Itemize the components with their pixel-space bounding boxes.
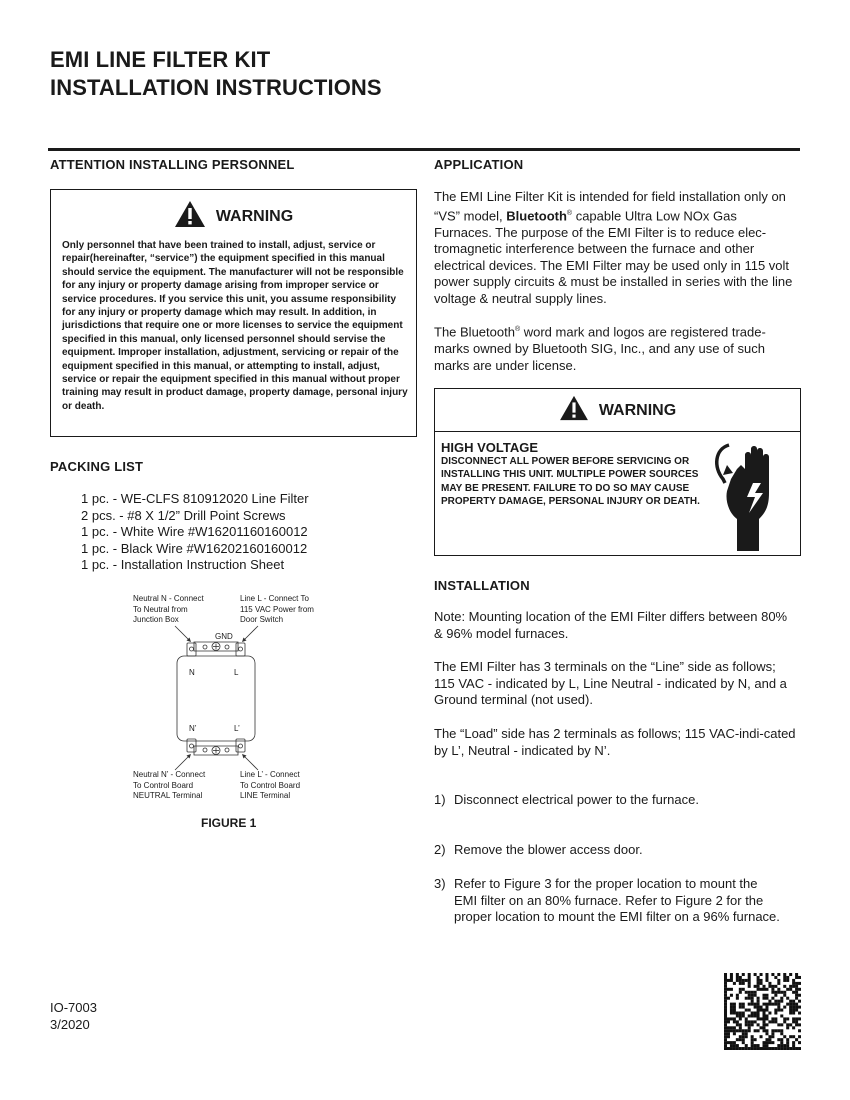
step-3	[434, 876, 784, 926]
application-paragraph-1: The EMI Line Filter Kit is intended for field installation only on “VS” model, Bluetooth® capable Ultra Low NOx Gas Furnaces. The purpose of the EMI Filter is to reduce elec-tromagnetic interference between the furnace and other electrical devices. The EMI Filter may be used only in 115 volt power supply circuits & must be installed in series with the line voltage & neutral supply lines.	[434, 189, 793, 306]
terminal-n-prime-label: N’	[189, 724, 197, 733]
warning-label: WARNING	[215, 207, 294, 225]
step-text: Refer to Figure 3 for the proper location to mount the EMI filter on an 80% furnace. Refer to Figure 2 for the proper location to mount the EMI filter on a 96% furnace.	[454, 876, 780, 925]
registered-mark: ®	[514, 326, 521, 333]
figure-label-line-l: Line L - Connect To 115 VAC Power from Door Switch	[240, 594, 314, 624]
figure-caption: FIGURE 1	[201, 816, 257, 830]
step-text: Disconnect electrical power to the furnace.	[454, 792, 699, 807]
high-voltage-text: DISCONNECT ALL POWER BEFORE SERVICING OR INSTALLING THIS UNIT. MULTIPLE POWER SOURCES MAY BE PRESENT. FAILURE TO DO SO MAY CAUSE PROPERTY DAMAGE, PERSONAL INJURY OR DEATH.	[441, 456, 700, 508]
data-matrix-code	[724, 973, 801, 1050]
warning-triangle-icon	[559, 395, 589, 426]
warning-header	[435, 396, 800, 425]
packing-item: 1 pc. - Black Wire #W16202160160012	[81, 540, 308, 556]
installation-note: Note: Mounting location of the EMI Filter differs between 80% & 96% model furnaces.	[434, 609, 788, 641]
installation-load-terminals: The “Load” side has 2 terminals as follows; 115 VAC-indi-cated by L’, Neutral - indicated by N’.	[434, 726, 796, 758]
warning-label: WARNING	[598, 401, 677, 419]
warning-box-personnel	[50, 189, 417, 437]
high-voltage-hand-icon	[711, 435, 791, 558]
figure-label-neutral-n-prime: Neutral N’ - Connect To Control Board NEUTRAL Terminal	[133, 770, 206, 800]
packing-list	[81, 491, 309, 574]
step-number: 1)	[434, 792, 446, 807]
step-number: 3)	[434, 876, 446, 891]
step-1	[434, 792, 796, 809]
warning-text: Only personnel that have been trained to install, adjust, service or repair(hereinafter, “service”) the equipment specified in this manual should service the equipment. The manufacturer will not be responsible for any injury or property damage arising from improper service or service procedures. If you service this unit, you assume responsibility for any injury or property damage which may result. In addition, in jurisdictions that require one or more licenses to service the equipment specified in this manual, only licensed personnel should servise the equipment. Improper installation, adjustment, servicing or repair of the equipment specified in this manual, or attempting to install, adjust, service or repair the equipment specified in this manual without proper training may result in product damage, property damage, personal injury or death.	[62, 240, 408, 412]
title-line-1: EMI LINE FILTER KIT	[50, 47, 271, 72]
application-heading: APPLICATION	[434, 157, 524, 172]
gnd-label: GND	[215, 632, 233, 641]
step-number: 2)	[434, 842, 446, 857]
application-paragraph-2: The Bluetooth® word mark and logos are registered trade-marks owned by Bluetooth SIG, Inc., and any use of such marks are under license.	[434, 324, 766, 373]
packing-item: 1 pc. - White Wire #W16201160160012	[81, 524, 308, 539]
bluetooth-bold: Bluetooth	[506, 207, 567, 223]
packing-item: 1 pc. - Installation Instruction Sheet	[81, 557, 285, 572]
terminal-l-label: L	[234, 668, 239, 677]
attention-heading: ATTENTION INSTALLING PERSONNEL	[50, 157, 295, 172]
line-filter-diagram	[150, 625, 280, 775]
step-2	[434, 842, 796, 859]
installation-line-terminals: The EMI Filter has 3 terminals on the “Line” side as follows; 115 VAC - indicated by L, Line Neutral - indicated by N, and a Ground terminal (not used).	[434, 659, 787, 708]
step-text: Remove the blower access door.	[454, 842, 643, 857]
header-rule	[48, 148, 800, 151]
title-line-2: INSTALLATION INSTRUCTIONS	[50, 75, 382, 100]
packing-item: 2 pcs. - #8 X 1/2” Drill Point Screws	[81, 507, 286, 523]
document-title	[50, 46, 382, 102]
figure-label-line-l-prime: Line L’ - Connect To Control Board LINE Terminal	[240, 770, 301, 800]
warning-header	[51, 200, 416, 233]
high-voltage-heading: HIGH VOLTAGE	[441, 440, 539, 455]
registered-mark: ®	[566, 209, 573, 217]
installation-heading: INSTALLATION	[434, 578, 530, 593]
packing-item: 1 pc. - WE-CLFS 810912020 Line Filter	[81, 491, 309, 506]
warning-box-high-voltage	[434, 388, 801, 556]
warning-divider	[435, 431, 800, 432]
document-id: IO-7003	[50, 1000, 97, 1015]
terminal-l-prime-label: L’	[234, 724, 240, 733]
document-date: 3/2020	[50, 1017, 90, 1032]
packing-list-heading: PACKING LIST	[50, 459, 144, 474]
warning-triangle-icon	[174, 200, 206, 233]
terminal-n-label: N	[189, 668, 195, 677]
figure-label-neutral-n: Neutral N - Connect To Neutral from Junction Box	[133, 594, 204, 624]
